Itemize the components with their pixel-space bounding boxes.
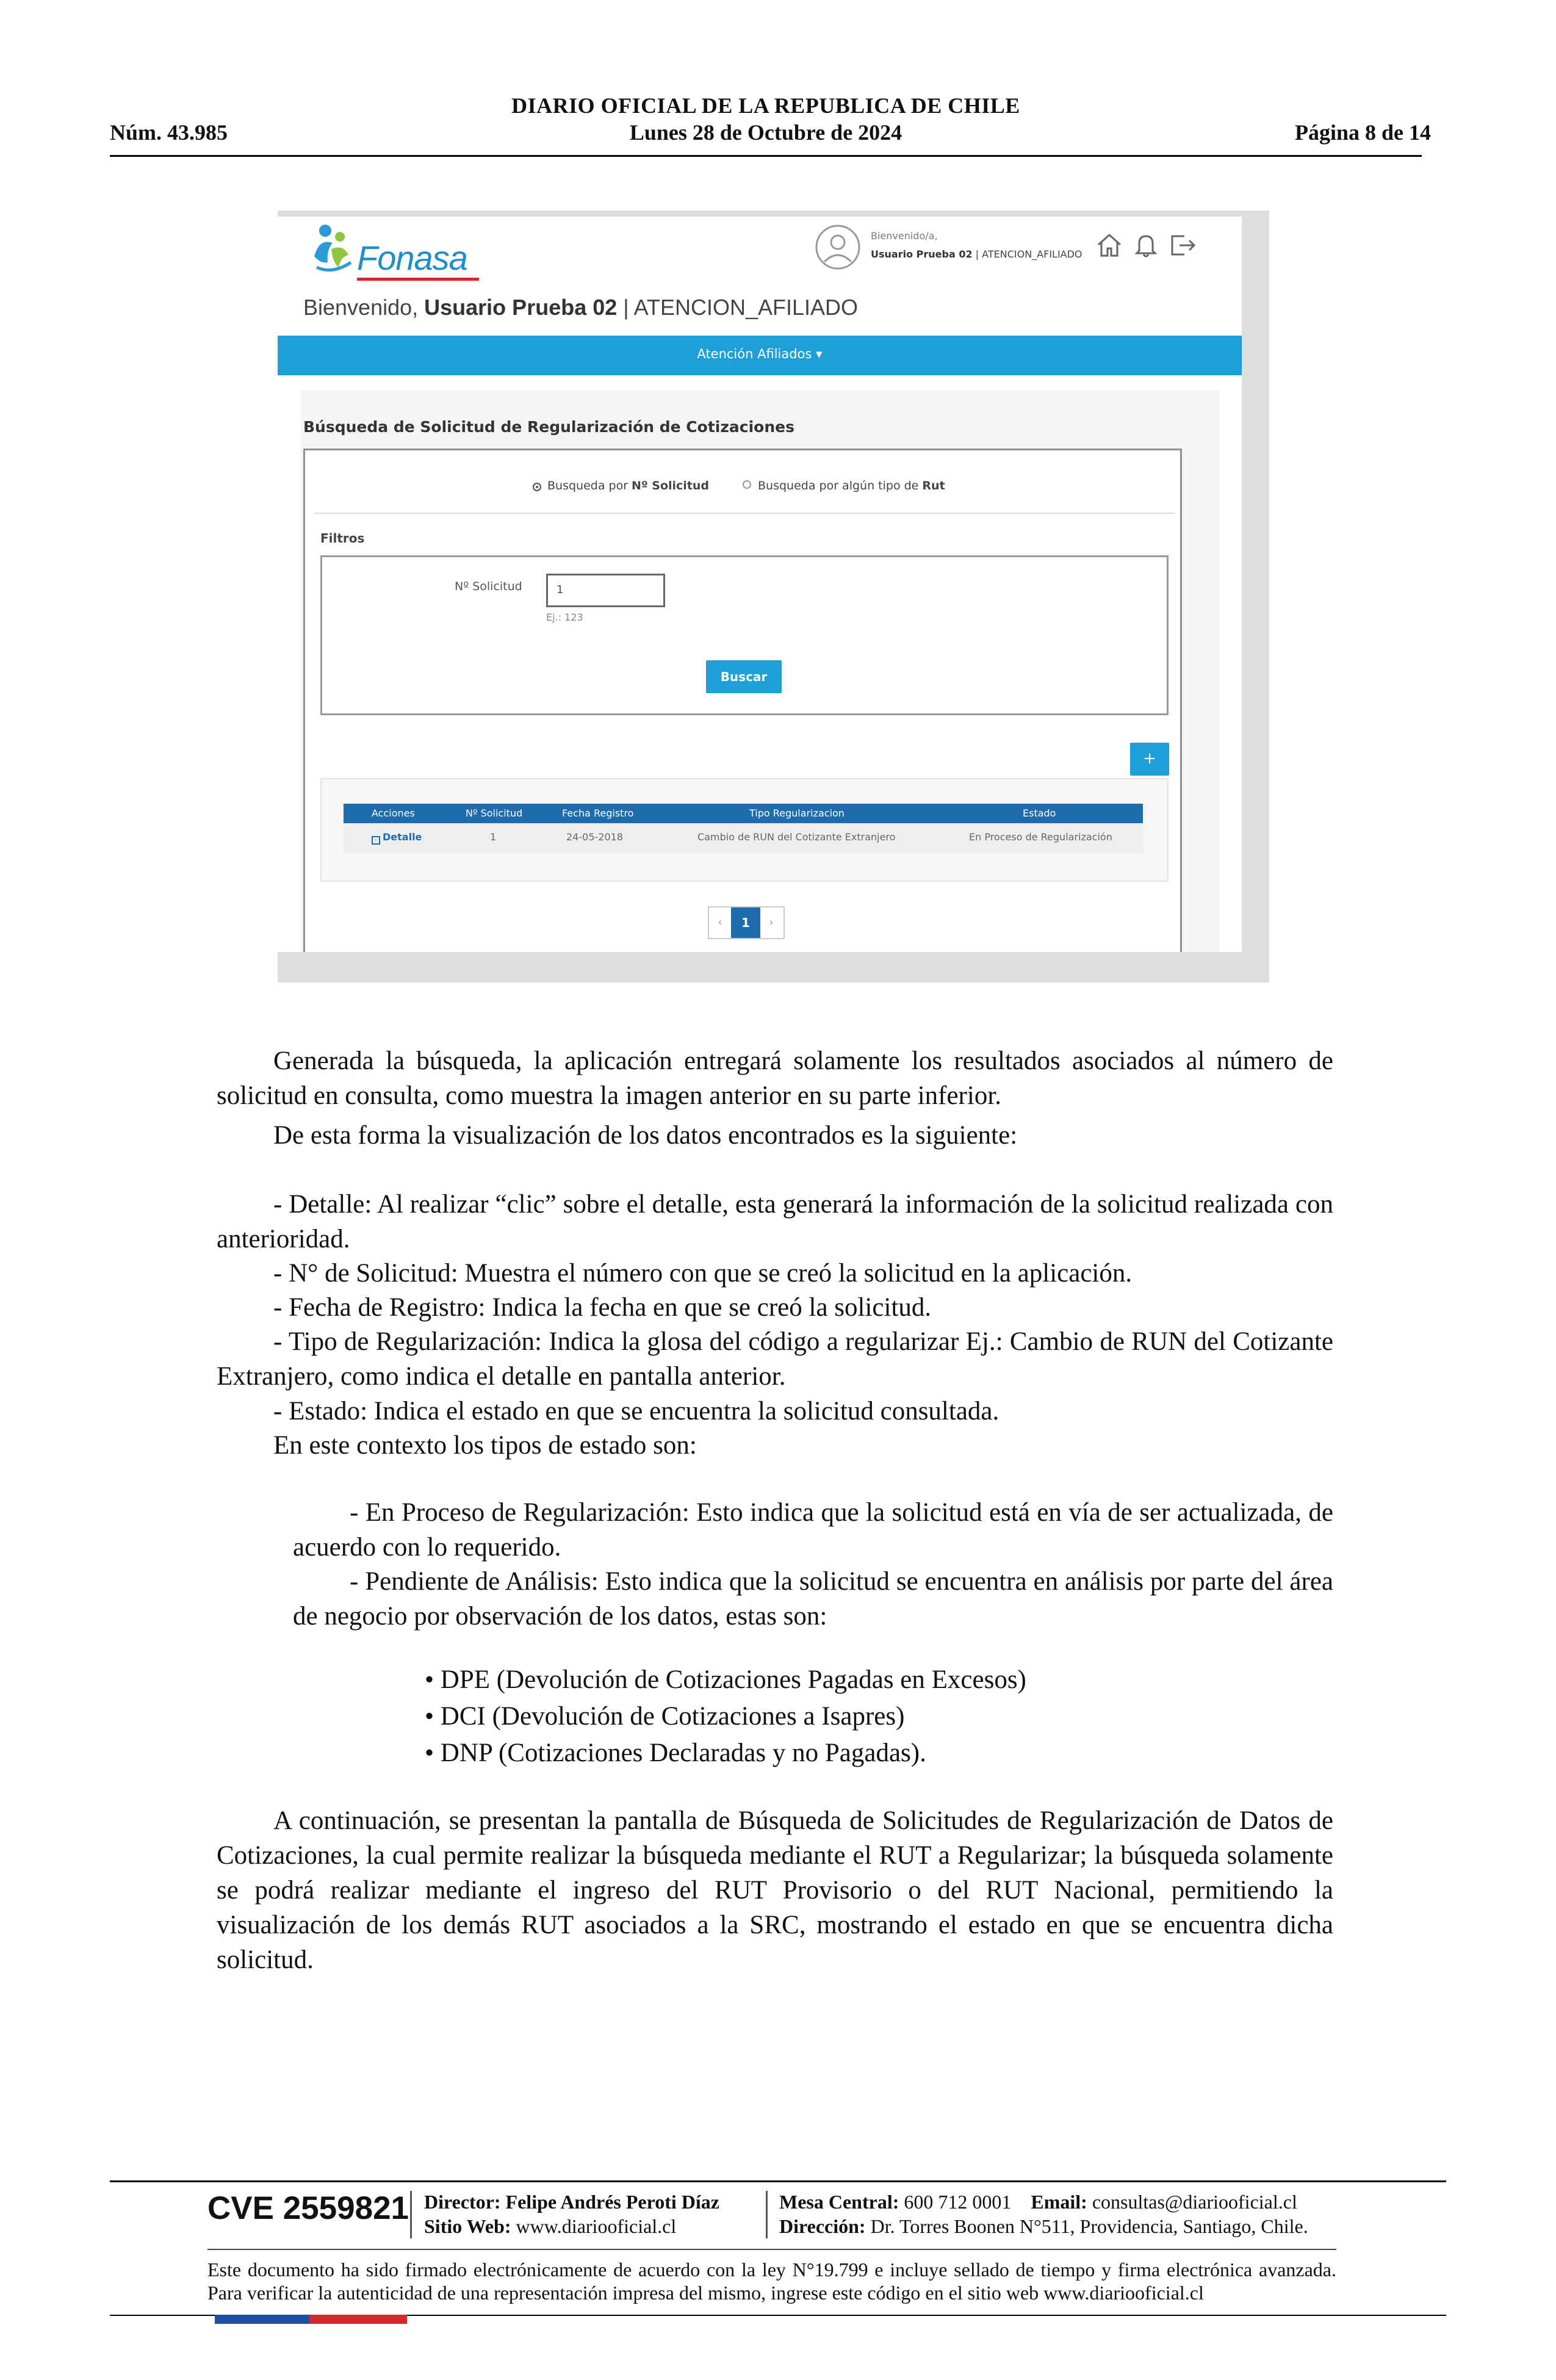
col-estado: Estado <box>1023 807 1056 819</box>
nav-atencion-afiliados[interactable]: Atención Afiliados ▾ <box>697 347 823 361</box>
home-icon[interactable] <box>1095 231 1123 259</box>
main-nav <box>278 336 1242 375</box>
email-label: Email: <box>1031 2191 1087 2213</box>
fonasa-screenshot <box>278 217 1242 952</box>
paragraph-continuacion: A continuación, se presentan la pantalla de Búsqueda de Solicitudes de Regularización de Datos de Cotizaciones, la cual permite realizar la búsqueda mediante el RUT a Regularizar; la búsqueda solamente se podrá realizar mediante el ingreso del RUT Provisorio o del RUT Nacional, permitiendo la visualización de los demás RUT asociados a la SRC, mostrando el estado en que se encuentra dicha solicitud. <box>217 1806 1333 1974</box>
issue-date: Lunes 28 de Octubre de 2024 <box>629 120 902 145</box>
footer-divider-2 <box>766 2191 768 2238</box>
user-name: Usuario Prueba 02 <box>871 248 973 260</box>
fonasa-logo <box>308 220 479 287</box>
table-row <box>344 824 1143 853</box>
row-estado: En Proceso de Regularización <box>969 831 1112 843</box>
flag-stripe-red <box>309 2315 407 2324</box>
col-acciones: Acciones <box>372 807 415 819</box>
footer-rule-top <box>110 2180 1446 2182</box>
solicitud-input[interactable]: 1 <box>546 574 665 607</box>
logout-icon[interactable] <box>1169 231 1197 259</box>
bullet-dpe: • DPE (Devolución de Cotizaciones Pagadas en Excesos) <box>425 1665 1026 1694</box>
search-button[interactable]: Buscar <box>706 660 782 693</box>
address-value: Dr. Torres Boonen N°511, Providencia, Santiago, Chile. <box>870 2215 1308 2237</box>
welcome-name: Usuario Prueba 02 <box>424 295 618 320</box>
radio-tipo-rut[interactable] <box>743 480 751 489</box>
radio2-prefix: Busqueda por algún tipo de <box>758 479 923 492</box>
row-fecha: 24-05-2018 <box>566 831 623 843</box>
user-role: ATENCION_AFILIADO <box>982 248 1082 260</box>
detail-icon: - <box>372 836 380 845</box>
director-name: Felipe Andrés Peroti Díaz <box>505 2191 719 2213</box>
paragraph-visualizacion: De esta forma la visualización de los datos encontrados es la siguiente: <box>273 1121 1018 1150</box>
radio-nro-solicitud[interactable] <box>533 483 541 491</box>
panel-title: Búsqueda de Solicitud de Regularización de Cotizaciones <box>303 418 794 436</box>
filters-heading: Filtros <box>320 531 365 546</box>
user-avatar-icon[interactable] <box>815 224 861 270</box>
item-estado: - Estado: Indica el estado en que se encuentra la solicitud consultada. <box>273 1397 1000 1426</box>
pager-current[interactable]: 1 <box>731 907 760 938</box>
pager-prev[interactable]: ‹ <box>718 916 722 929</box>
mesa-value: 600 712 0001 <box>904 2191 1012 2213</box>
row-detail-link[interactable] <box>372 831 422 845</box>
paragraph-contexto: En este contexto los tipos de estado son: <box>273 1431 697 1460</box>
bullet-dnp: • DNP (Cotizaciones Declaradas y no Pagadas). <box>425 1739 926 1767</box>
fonasa-people-icon <box>308 220 363 281</box>
radio-nro-solicitud-label[interactable] <box>547 479 709 492</box>
legal-note: Este documento ha sido firmado electrónicamente de acuerdo con la ley N°19.799 e incluye sellado de tiempo y firma electrónica avanzada. Para verificar la autenticidad de una representación impresa del mismo, ingrese este código en el sitio web www.diariooficial.cl <box>207 2259 1336 2304</box>
fonasa-logo-text: Fonasa <box>357 239 467 277</box>
paragraph-busqueda: Generada la búsqueda, la aplicación entregará solamente los resultados asociados al número de solicitud en consulta, como muestra la imagen anterior en su parte inferior. <box>217 1047 1333 1110</box>
radio2-bold: Rut <box>922 479 945 492</box>
footer-rule-mid <box>207 2249 1336 2250</box>
solicitud-label: Nº Solicitud <box>455 580 522 593</box>
user-separator: | <box>972 248 982 260</box>
welcome-line <box>303 295 858 320</box>
col-fecha: Fecha Registro <box>562 807 634 819</box>
solicitud-hint: Ej.: 123 <box>546 611 583 623</box>
pagination <box>708 906 785 939</box>
estado-en-proceso: - En Proceso de Regularización: Esto indica que la solicitud está en vía de ser actualizada, de acuerdo con lo requerido. <box>293 1498 1333 1562</box>
item-solicitud: - N° de Solicitud: Muestra el número con que se creó la solicitud en la aplicación. <box>273 1259 1133 1288</box>
email-value[interactable]: consultas@diariooficial.cl <box>1092 2191 1297 2213</box>
footer-divider-1 <box>410 2191 412 2238</box>
row-tipo: Cambio de RUN del Cotizante Extranjero <box>697 831 896 843</box>
contact-line <box>779 2190 1297 2214</box>
welcome-role: ATENCION_AFILIADO <box>633 295 859 320</box>
address-label: Dirección: <box>779 2215 866 2237</box>
bullet-dci: • DCI (Devolución de Cotizaciones a Isapres) <box>425 1702 905 1731</box>
address-line <box>779 2214 1308 2238</box>
website-label: Sitio Web: <box>424 2215 511 2237</box>
cve-code: CVE 2559821 <box>207 2190 409 2226</box>
radio1-prefix: Busqueda por <box>547 479 632 492</box>
user-name-line <box>871 248 1082 260</box>
journal-title: DIARIO OFICIAL DE LA REPUBLICA DE CHILE <box>511 93 1020 118</box>
flag-stripe-blue <box>215 2315 309 2324</box>
detail-link-label: Detalle <box>383 831 422 843</box>
website-line <box>424 2214 676 2238</box>
radio-separator <box>314 513 1175 514</box>
pager-next[interactable]: › <box>769 916 774 929</box>
results-table-header <box>344 804 1143 823</box>
user-greeting: Bienvenido/a, <box>871 230 938 242</box>
row-solicitud: 1 <box>490 831 497 843</box>
radio-tipo-rut-label[interactable] <box>758 479 945 492</box>
logo-underline <box>357 278 479 281</box>
item-tipo: - Tipo de Regularización: Indica la glosa del código a regularizar Ej.: Cambio de RUN del Cotizante Extranjero, como indica el detalle en pantalla anterior. <box>217 1327 1333 1391</box>
add-button[interactable]: + <box>1130 743 1169 776</box>
director-label: Director: <box>424 2191 501 2213</box>
director-line <box>424 2190 719 2214</box>
bell-icon[interactable] <box>1132 231 1160 259</box>
issue-number: Núm. 43.985 <box>110 120 228 145</box>
item-detalle: - Detalle: Al realizar “clic” sobre el detalle, esta generará la información de la solicitud realizada con anterioridad. <box>217 1190 1333 1253</box>
item-fecha: - Fecha de Registro: Indica la fecha en que se creó la solicitud. <box>273 1293 932 1322</box>
page-number: Página 8 de 14 <box>1294 120 1431 145</box>
welcome-separator: | <box>617 295 634 320</box>
welcome-prefix: Bienvenido, <box>303 295 425 320</box>
col-solicitud: Nº Solicitud <box>466 807 523 819</box>
website-value[interactable]: www.diariooficial.cl <box>516 2215 677 2237</box>
header-rule <box>110 155 1422 157</box>
estado-pendiente: - Pendiente de Análisis: Esto indica que la solicitud se encuentra en análisis por parte del área de negocio por observación de los datos, estas son: <box>293 1567 1333 1631</box>
radio1-bold: Nº Solicitud <box>632 479 710 492</box>
mesa-label: Mesa Central: <box>779 2191 899 2213</box>
col-tipo: Tipo Regularizacion <box>749 807 845 819</box>
